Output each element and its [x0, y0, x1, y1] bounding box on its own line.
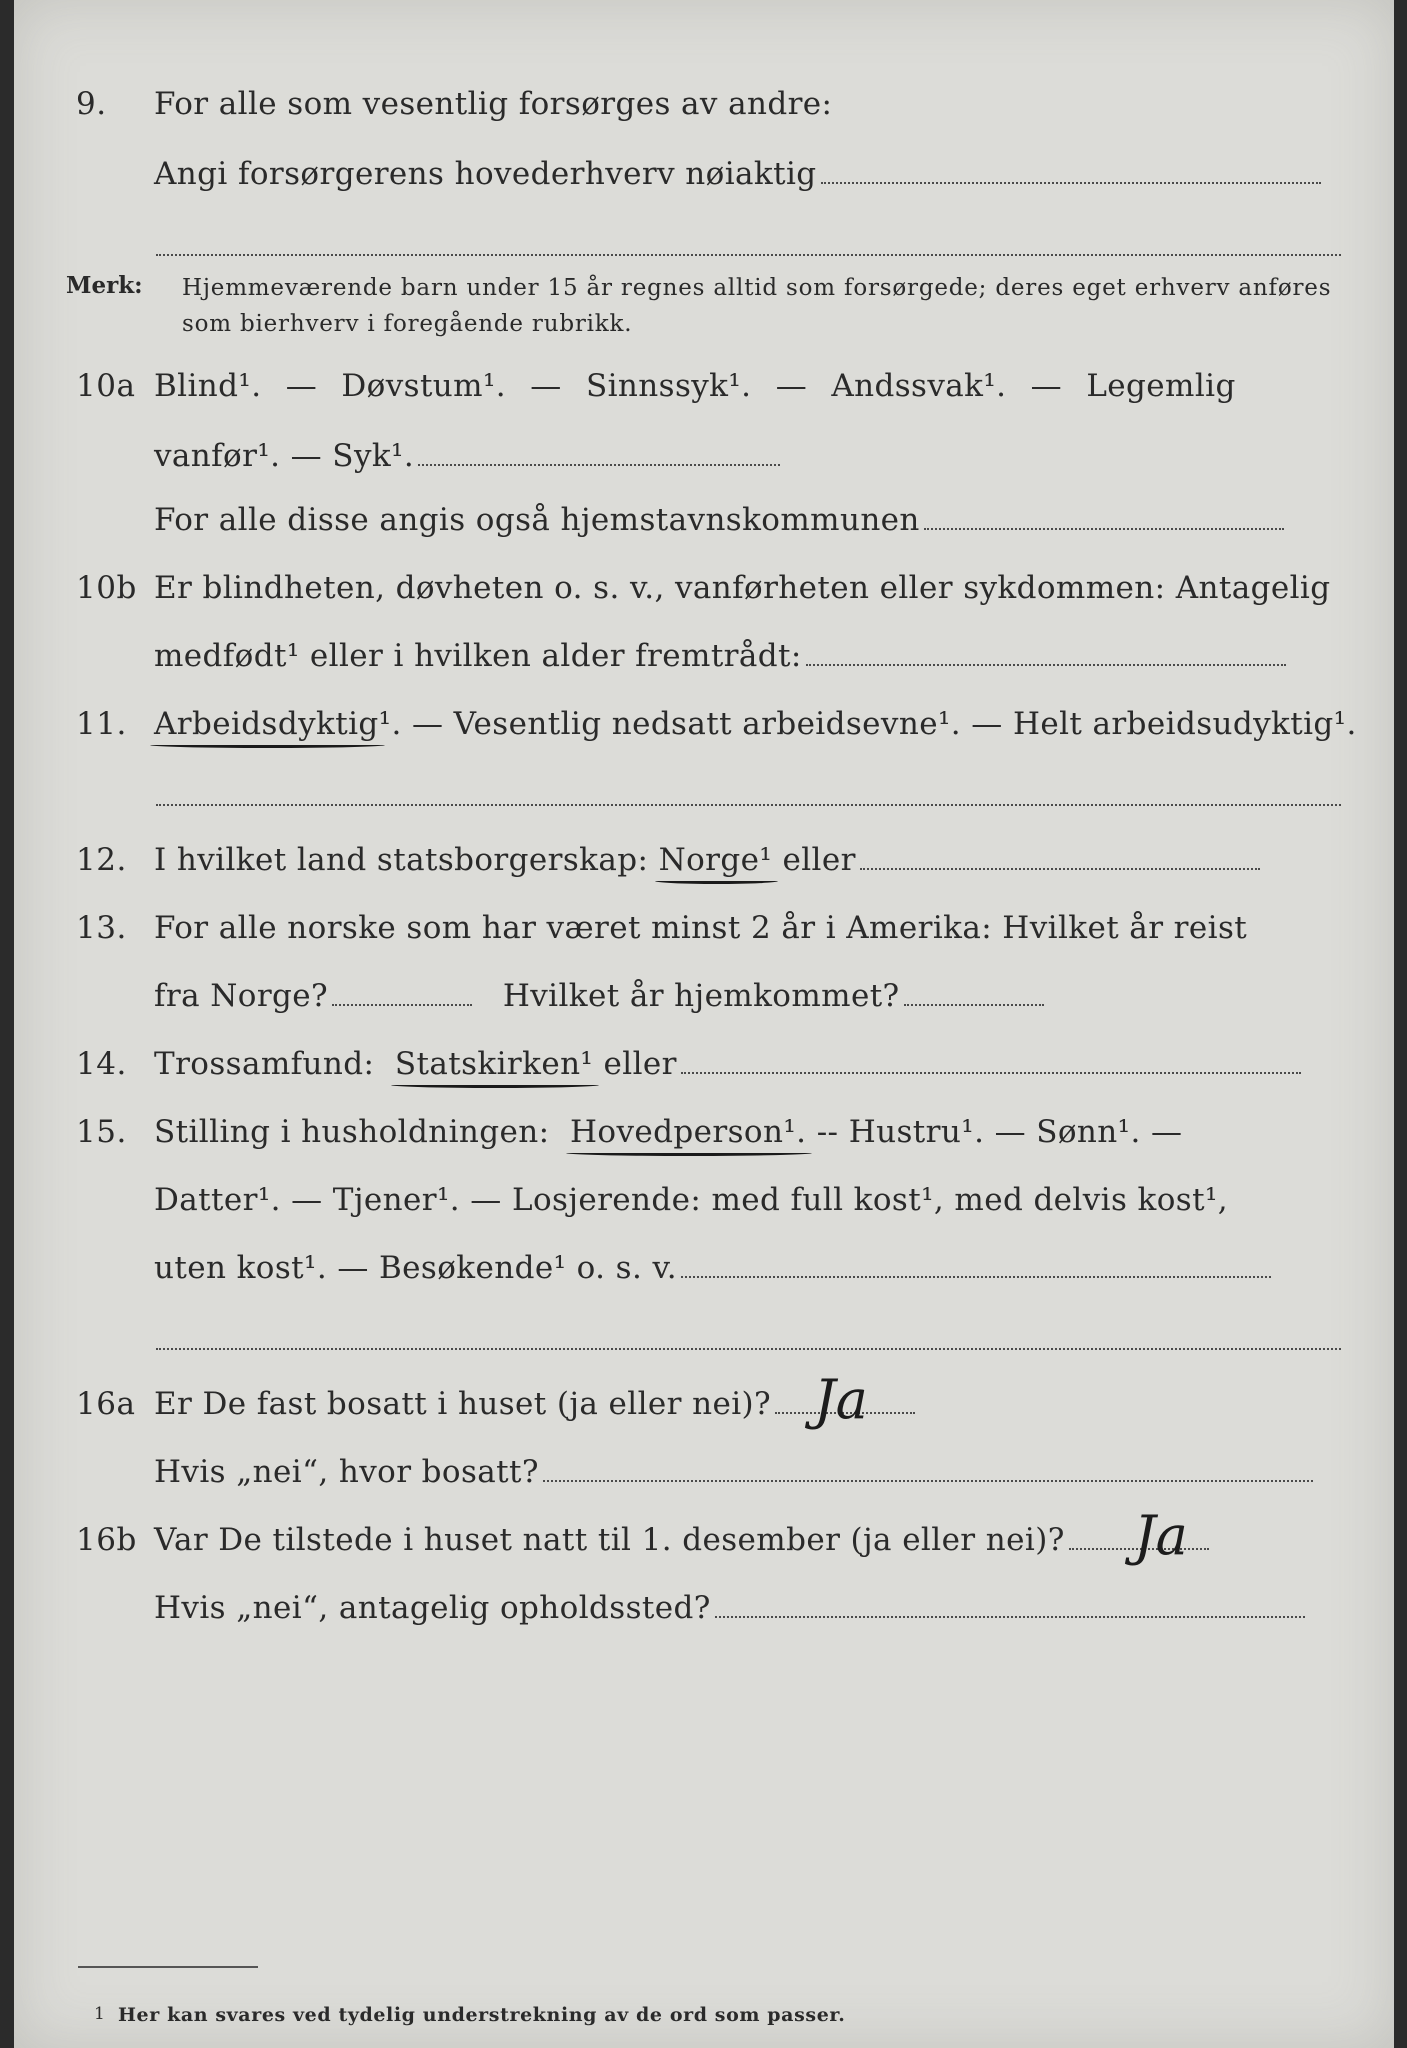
question-text: Er De fast bosatt i huset (ja eller nei)? — [154, 1386, 915, 1422]
item-number: 10b — [76, 570, 137, 606]
answer-line — [156, 1348, 1341, 1350]
item-number: 16a — [76, 1386, 136, 1422]
question-text: Er blindheten, døvheten o. s. v., vanførheten eller sykdommen: Antagelig — [154, 570, 1331, 606]
question-text: medfødt¹ eller i hvilken alder fremtrådt: — [154, 638, 1286, 674]
question-text: Var De tilstede i huset natt til 1. desember (ja eller nei)? — [154, 1522, 1209, 1558]
question-text: Angi forsørgerens hovederhverv nøiaktig — [154, 156, 1321, 192]
census-form-page — [14, 0, 1394, 2048]
item-number: 10a — [76, 368, 136, 404]
handwritten-answer: Ja — [814, 1368, 868, 1431]
question-text: Arbeidsdyktig¹. — Vesentlig nedsatt arbeidsevne¹. — Helt arbeidsudyktig¹. — [154, 706, 1357, 742]
item-number: 14. — [76, 1046, 127, 1082]
underlined-answer: Hovedperson¹. — [569, 1114, 807, 1150]
item-number: 13. — [76, 910, 127, 946]
question-text: Hvis „nei“, antagelig opholdssted? — [154, 1590, 1305, 1626]
answer-line — [156, 254, 1341, 256]
question-text: For alle disse angis også hjemstavnskommunen — [154, 502, 1284, 538]
item-number: 9. — [76, 86, 107, 122]
underlined-answer: Norge¹ — [658, 842, 773, 878]
question-text: Trossamfund: Statskirken¹ eller — [154, 1046, 1301, 1082]
question-text: For alle som vesentlig forsørges av andre: — [154, 86, 833, 122]
question-text: Hvis „nei“, hvor bosatt? — [154, 1454, 1313, 1490]
item-number: 11. — [76, 706, 127, 742]
handwritten-answer: Ja — [1134, 1504, 1188, 1567]
item-number: 16b — [76, 1522, 137, 1558]
item-number: 15. — [76, 1114, 127, 1150]
footnote-text: Her kan svares ved tydelig understrekning av de ord som passer. — [118, 2004, 846, 2026]
note-label: Merk: — [66, 272, 143, 299]
question-text: vanfør¹. — Syk¹. — [154, 438, 780, 474]
question-text: uten kost¹. — Besøkende¹ o. s. v. — [154, 1250, 1271, 1286]
note-text: Hjemmeværende barn under 15 år regnes alltid som forsørgede; deres eget erhverv anføres som bierhverv i foregående rubrikk. — [182, 275, 1332, 337]
question-text: Datter¹. — Tjener¹. — Losjerende: med full kost¹, med delvis kost¹, — [154, 1182, 1229, 1218]
question-text: Stilling i husholdningen: Hovedperson¹. -- Hustru¹. — Sønn¹. — — [154, 1114, 1183, 1150]
footnote-mark: 1 — [94, 2004, 105, 2024]
question-text: I hvilket land statsborgerskap: Norge¹ eller — [154, 842, 1260, 878]
underlined-answer: Statskirken¹ — [394, 1046, 594, 1082]
question-text: fra Norge? Hvilket år hjemkommet? — [154, 978, 1044, 1014]
answer-line — [156, 804, 1341, 806]
question-text: Blind¹. — Døvstum¹. — Sinnssyk¹. — Andssvak¹. — Legemlig — [154, 368, 1236, 404]
underlined-answer: Arbeidsdyktig — [154, 706, 379, 742]
question-text: For alle norske som har været minst 2 år i Amerika: Hvilket år reist — [154, 910, 1248, 946]
item-number: 12. — [76, 842, 127, 878]
footnote-rule — [78, 1966, 258, 1968]
